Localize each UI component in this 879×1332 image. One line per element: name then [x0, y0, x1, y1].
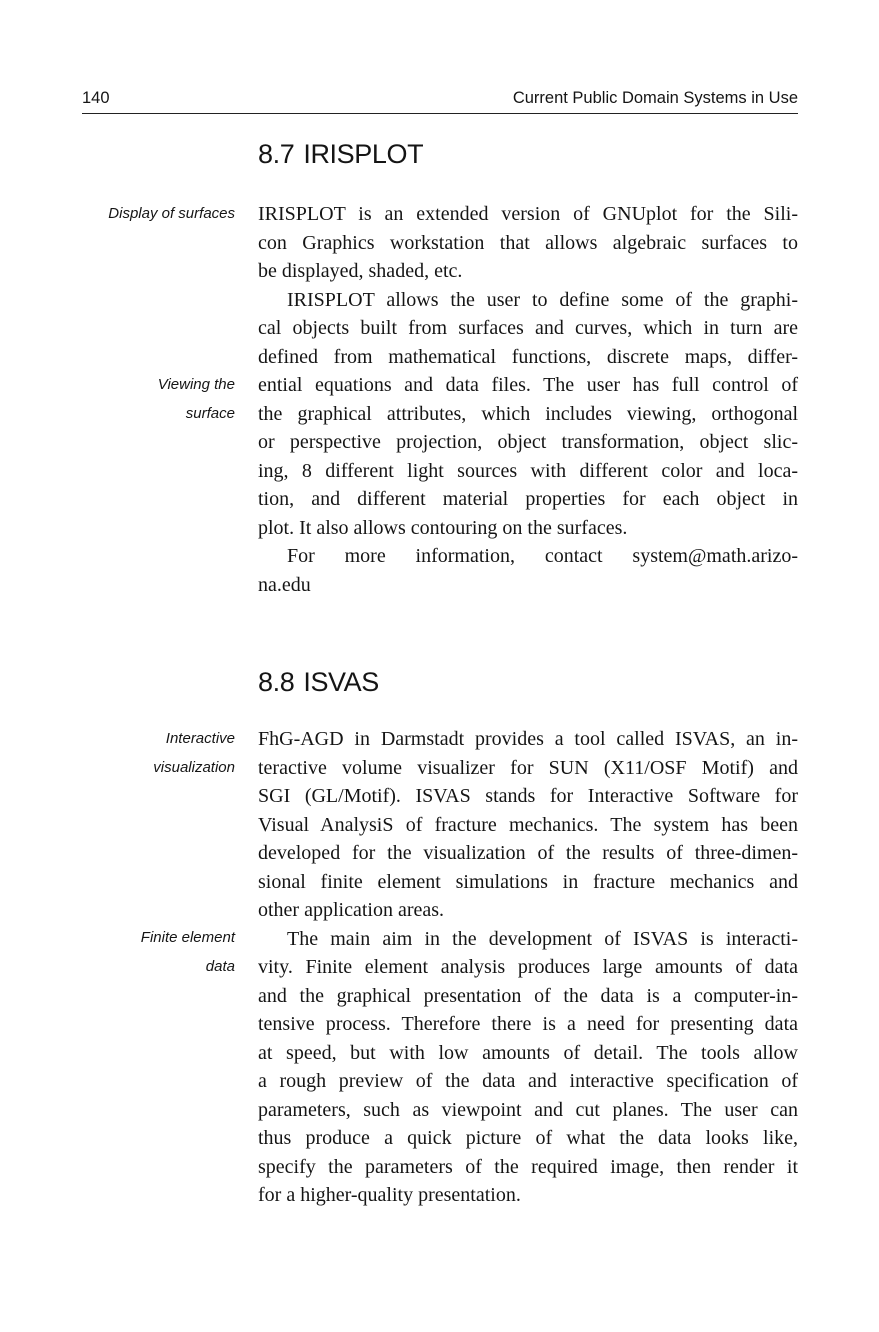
- text-line: thus produce a quick picture of what the data looks like,: [258, 1127, 798, 1149]
- text-line: The main aim in the development of ISVAS is interacti-: [287, 927, 798, 950]
- page-number: 140: [82, 89, 110, 107]
- text-line: or perspective projection, object transformation, object slic-: [258, 431, 798, 453]
- paragraph: [258, 725, 798, 925]
- section-heading-irisplot: [258, 137, 423, 171]
- text-line: Visual AnalysiS of fracture mechanics. The system has been: [258, 813, 798, 836]
- running-head: [82, 86, 798, 110]
- text-line: plot. It also allows contouring on the surfaces.: [258, 516, 628, 539]
- text-line: be displayed, shaded, etc.: [258, 260, 463, 282]
- text-line: other application areas.: [258, 899, 445, 921]
- isvas-body: [258, 725, 798, 1210]
- margin-note-viewing-the-surface: [55, 371, 235, 428]
- text-line: a rough preview of the data and interactive specification of: [258, 1070, 798, 1092]
- text-line: parameters, such as viewpoint and cut planes. The user can: [258, 1098, 798, 1121]
- section-heading-isvas: [258, 665, 379, 699]
- text-line: vity. Finite element analysis produces large amounts of data: [258, 956, 798, 978]
- text-line: teractive volume visualizer for SUN (X11/OSF Motif) and: [258, 756, 798, 779]
- text-line: con Graphics workstation that allows algebraic surfaces to: [258, 231, 798, 254]
- text-line: for a higher-quality presentation.: [258, 1184, 521, 1206]
- text-line: IRISPLOT is an extended version of GNUplot for the Sili-: [258, 203, 798, 225]
- text-line: and the graphical presentation of the data is a computer-in-: [258, 984, 798, 1007]
- text-line: For more information, contact system@math.arizo-: [287, 545, 798, 567]
- text-line: FhG-AGD in Darmstadt provides a tool called ISVAS, an in-: [258, 728, 798, 750]
- text-line: tion, and different material properties for each object in: [258, 488, 798, 510]
- paragraph: [258, 542, 798, 599]
- section-title: ISVAS: [303, 667, 379, 697]
- margin-note-line: visualization: [153, 758, 235, 776]
- text-line: sional finite element simulations in fracture mechanics and: [258, 870, 798, 893]
- paragraph: [258, 200, 798, 286]
- margin-note-finite-element-data: [55, 924, 235, 981]
- margin-note-line: Display of surfaces: [108, 205, 235, 222]
- section-title: IRISPLOT: [303, 139, 424, 169]
- paragraph: [258, 925, 798, 1210]
- text-line: IRISPLOT allows the user to define some of the graphi-: [287, 288, 798, 311]
- margin-note-line: Interactive: [165, 730, 235, 747]
- margin-note-line: Finite element: [140, 929, 235, 946]
- text-line: the graphical attributes, which includes viewing, orthogonal: [258, 402, 798, 425]
- text-line: SGI (GL/Motif). ISVAS stands for Interactive Software for: [258, 785, 798, 807]
- margin-note-line: surface: [185, 404, 235, 422]
- margin-note-line: Viewing the: [157, 376, 235, 393]
- text-line: na.edu: [258, 573, 311, 596]
- text-line: ing, 8 different light sources with different color and loca-: [258, 459, 798, 482]
- text-line: defined from mathematical functions, discrete maps, differ-: [258, 345, 798, 368]
- text-line: developed for the visualization of the results of three-dimen-: [258, 842, 798, 864]
- text-line: ential equations and data files. The user has full control of: [258, 374, 798, 396]
- section-number: 8.8: [258, 667, 295, 697]
- margin-note-interactive-visualization: [55, 725, 235, 782]
- text-line: specify the parameters of the required image, then render it: [258, 1155, 798, 1178]
- header-rule: [82, 113, 798, 114]
- paragraph: [258, 286, 798, 543]
- irisplot-body: [258, 200, 798, 599]
- margin-note-line: data: [205, 957, 235, 975]
- section-number: 8.7: [258, 139, 295, 169]
- text-line: at speed, but with low amounts of detail. The tools allow: [258, 1041, 798, 1064]
- running-title: Current Public Domain Systems in Use: [512, 89, 798, 107]
- text-line: cal objects built from surfaces and curves, which in turn are: [258, 317, 798, 339]
- text-line: tensive process. Therefore there is a need for presenting data: [258, 1013, 798, 1035]
- margin-note-display-of-surfaces: [55, 200, 235, 229]
